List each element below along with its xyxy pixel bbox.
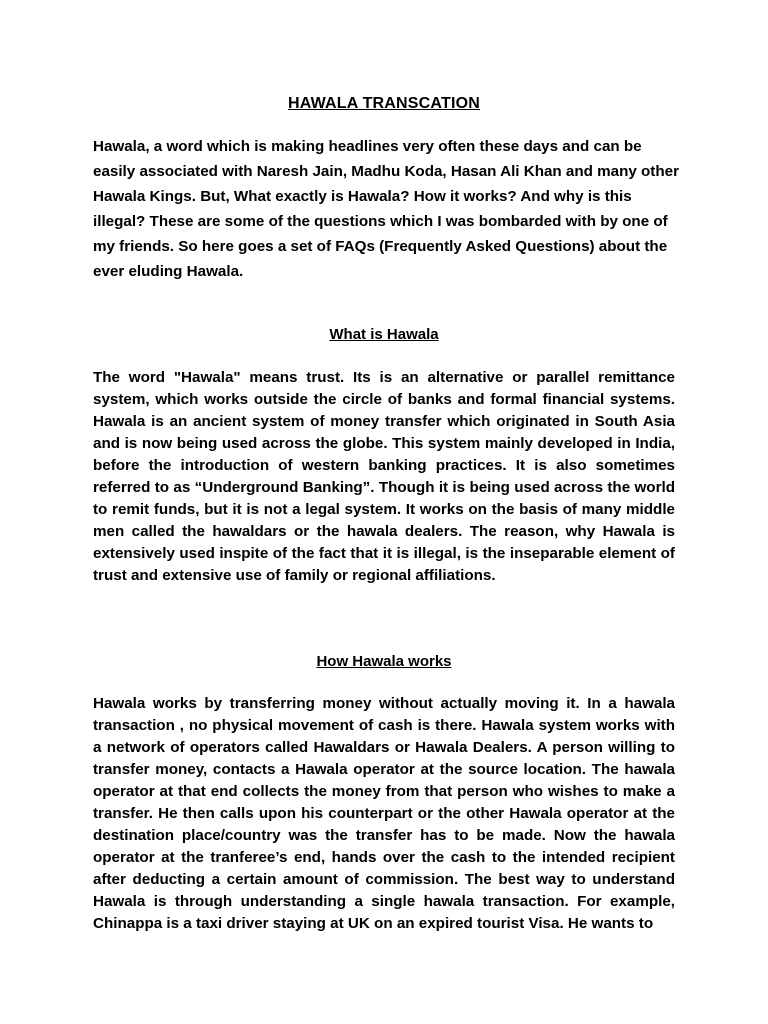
section-heading-how-hawala-works: How Hawala works <box>316 653 452 670</box>
section-body-how-hawala-works: Hawala works by transferring money without actually moving it. In a hawala transaction , no physical movement of cash is there. Hawala system works with a network of operators called Hawaldars or Hawala Dealers. A person willing to transfer money, contacts a Hawala operator at the source location. The hawala operator at that end collects the money from that person who wishes to make a transfer. He then calls upon his counterpart or the other Hawala operator at the destination place/country was the transfer has to be made. Now the hawala operator at the tranferee’s end, hands over the cash to the intended recipient after deducting a certain amount of commission. The best way to understand Hawala is through understanding a single hawala transaction. For example, Chinappa is a taxi driver staying at UK on an expired tourist Visa. He wants to <box>93 695 675 932</box>
document-title: HAWALA TRANSCATION <box>287 95 481 112</box>
section-heading-what-is-hawala: What is Hawala <box>329 326 439 343</box>
intro-paragraph: Hawala, a word which is making headlines very often these days and can be easily associated with Naresh Jain, Madhu Koda, Hasan Ali Khan and many other Hawala Kings. But, What exactly is Hawala? How it works? And why is this illegal? These are some of the questions which I was bombarded with by one of my friends. So here goes a set of FAQs (Frequently Asked Questions) about the ever eluding Hawala. <box>93 138 680 280</box>
section-body-what-is-hawala: The word "Hawala" means trust. Its is an alternative or parallel remittance system, which works outside the circle of banks and formal financial systems. Hawala is an ancient system of money transfer which originated in South Asia and is now being used across the globe. This system mainly developed in India, before the introduction of western banking practices. It is also sometimes referred to as “Underground Banking”. Though it is being used across the world to remit funds, but it is not a legal system. It works on the basis of many middle men called the hawaldars or the hawala dealers. The reason, why Hawala is extensively used inspite of the fact that it is illegal, is the inseparable element of trust and extensive use of family or regional affiliations. <box>93 369 675 584</box>
